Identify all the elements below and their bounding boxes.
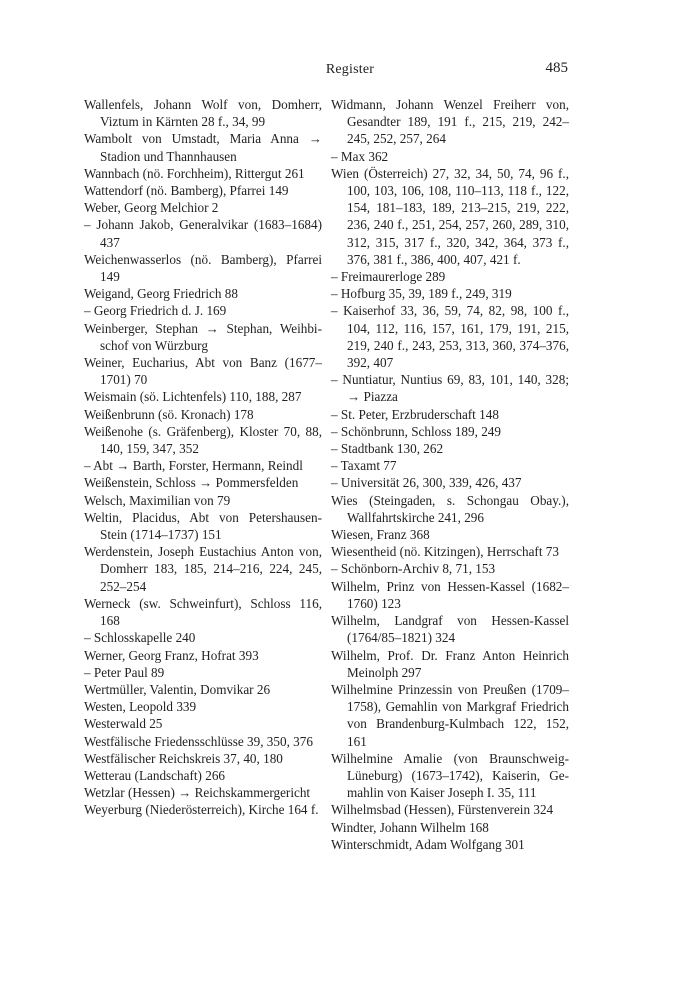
index-entry: Weiner, Eucharius, Abt von Banz (1677–1701) 70 xyxy=(84,355,322,388)
index-entry: Weltin, Placidus, Abt von Petershausen-Stein (1714–1737) 151 xyxy=(84,509,322,543)
index-column-right xyxy=(331,96,569,853)
index-entry: Westerwald 25 xyxy=(84,716,163,732)
index-entry: Westen, Leopold 339 xyxy=(84,699,197,715)
index-entry: – Stadtbank 130, 262 xyxy=(331,441,444,457)
running-header-title: Register xyxy=(325,62,375,77)
index-entry: Wattendorf (nö. Bamberg), Pfarrei 149 xyxy=(84,183,289,199)
index-entry: Weichenwasserlos (nö. Bamberg), Pfarrei 149 xyxy=(84,251,322,285)
index-entry: Wilhelmine Prinzessin von Preußen (1709–1758), Gemahlin von Markgraf Friedrich von Brandenburg-Kulmbach 122, 152, 161 xyxy=(331,681,569,749)
index-entry: – Hofburg 35, 39, 189 f., 249, 319 xyxy=(331,286,512,302)
index-entry: Werneck (sw. Schweinfurt), Schloss 116, 168 xyxy=(84,595,322,629)
index-entry: Weinberger, Stephan → Stephan, Weihbischof von Würzburg xyxy=(84,320,322,353)
index-entry: Westfälischer Reichskreis 37, 40, 180 xyxy=(84,750,283,766)
index-entry: Wiesentheid (nö. Kitzingen), Herrschaft 73 xyxy=(331,544,559,560)
index-entry: Widmann, Johann Wenzel Freiherr von, Gesandter 189, 191 f., 215, 219, 242–245, 252, 257, 264 xyxy=(331,97,569,147)
index-entry: – Peter Paul 89 xyxy=(84,664,165,680)
index-entry: Windter, Johann Wilhelm 168 xyxy=(331,819,489,835)
index-entry: Wilhelm, Prinz von Hessen-Kassel (1682–1760) 123 xyxy=(331,578,569,611)
index-entry: Wambolt von Umstadt, Maria Anna → Stadion und Thannhausen xyxy=(84,131,322,164)
index-entry: – Universität 26, 300, 339, 426, 437 xyxy=(331,475,522,491)
index-entry: Wilhelmsbad (Hessen), Fürstenverein 324 xyxy=(331,802,554,818)
index-entry: Wetzlar (Hessen) → Reichskammergericht xyxy=(84,785,311,801)
index-entry: – St. Peter, Erzbruderschaft 148 xyxy=(331,406,499,422)
index-entry: Wilhelm, Prof. Dr. Franz Anton Heinrich Meinolph 297 xyxy=(331,647,569,680)
index-entry: Welsch, Maximilian von 79 xyxy=(84,492,231,508)
index-entry: Werdenstein, Joseph Eustachius Anton von, Domherr 183, 185, 214–216, 224, 245, 252–254 xyxy=(84,544,322,594)
index-entry: – Taxamt 77 xyxy=(331,458,397,474)
index-entry: Wien (Österreich) 27, 32, 34, 50, 74, 96 f., 100, 103, 106, 108, 110–113, 118 f., 122, 154, 181–183, 189, 213–215, 219, 222, 236, 240 f., 251, 254, 257, 260, 289, 310, 312, 315, 317 f., 320, 342, 364, 373 f., 376, 381 f., 386, 400, 407, 421 f. xyxy=(331,165,569,267)
index-entry: Wilhelm, Landgraf von Hessen-Kassel (1764/85–1821) 324 xyxy=(331,613,569,646)
index-entry: – Max 362 xyxy=(331,148,389,164)
index-entry: Weismain (sö. Lichtenfels) 110, 188, 287 xyxy=(84,389,302,405)
index-entry: Wertmüller, Valentin, Domvikar 26 xyxy=(84,681,271,697)
index-entry: – Johann Jakob, Generalvikar (1683–1684) 437 xyxy=(84,217,322,250)
index-entry: – Schönborn-Archiv 8, 71, 153 xyxy=(331,561,496,577)
index-entry: Winterschmidt, Adam Wolfgang 301 xyxy=(331,836,525,852)
index-entry: – Kaiserhof 33, 36, 59, 74, 82, 98, 100 f., 104, 112, 116, 157, 161, 179, 191, 215, 219, 240 f., 243, 253, 313, 360, 374–376, 392, 407 xyxy=(331,303,569,371)
index-entry: – Georg Friedrich d. J. 169 xyxy=(84,303,227,319)
index-entry: – Abt → Barth, Forster, Hermann, Reindl xyxy=(84,458,303,474)
index-entry: Weber, Georg Melchior 2 xyxy=(84,200,219,216)
index-entry: Weißenbrunn (sö. Kronach) 178 xyxy=(84,406,254,422)
index-entry: – Freimaurerloge 289 xyxy=(331,269,446,285)
index-entry: Wetterau (Landschaft) 266 xyxy=(84,767,226,783)
index-entry: – Schlosskapelle 240 xyxy=(84,630,196,646)
index-entry: Wies (Steingaden, s. Schongau Obay.), Wallfahrtskirche 241, 296 xyxy=(331,492,569,525)
index-entry: Wannbach (nö. Forchheim), Rittergut 261 xyxy=(84,165,305,181)
index-entry: Weyerburg (Niederösterreich), Kirche 164 f. xyxy=(84,802,319,818)
page-number: 485 xyxy=(545,60,568,76)
index-entry: Weigand, Georg Friedrich 88 xyxy=(84,286,238,302)
index-entry: Werner, Georg Franz, Hofrat 393 xyxy=(84,647,259,663)
index-column-left xyxy=(84,96,322,819)
index-entry: Weißenohe (s. Gräfenberg), Kloster 70, 88, 140, 159, 347, 352 xyxy=(84,423,322,457)
index-entry: Wallenfels, Johann Wolf von, Domherr, Viztum in Kärnten 28 f., 34, 99 xyxy=(84,97,322,130)
index-entry: Wiesen, Franz 368 xyxy=(331,527,430,543)
index-entry: Weißenstein, Schloss → Pommersfelden xyxy=(84,475,299,491)
index-entry: Westfälische Friedensschlüsse 39, 350, 376 xyxy=(84,733,313,749)
index-entry: – Schönbrunn, Schloss 189, 249 xyxy=(331,423,501,439)
index-entry: – Nuntiatur, Nuntius 69, 83, 101, 140, 328; → Piazza xyxy=(331,372,569,405)
index-entry: Wilhelmine Amalie (von Braunschweig-Lüneburg) (1673–1742), Kaiserin, Gemahlin von Kaiser Joseph I. 35, 111 xyxy=(331,750,569,801)
